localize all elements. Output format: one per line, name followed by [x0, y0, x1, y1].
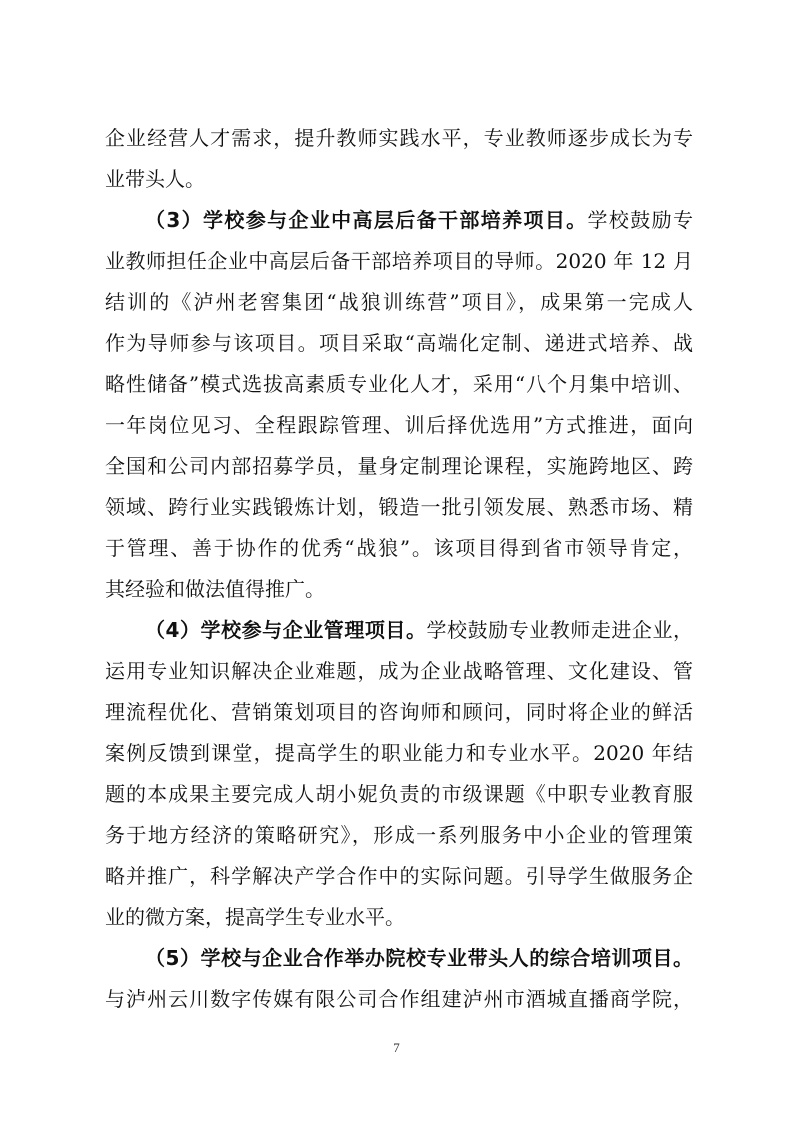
- text-line: 一年岗位见习、全程跟踪管理、训后择优选用”方式推进，面向: [105, 413, 693, 437]
- section-heading-line: （3）学校参与企业中高层后备干部培养项目。学校鼓励专: [145, 208, 693, 232]
- section-heading-line: （4）学校参与企业管理项目。学校鼓励专业教师走进企业，: [145, 618, 693, 642]
- text-line: 与泸州云川数字传媒有限公司合作组建泸州市酒城直播商学院，: [105, 987, 693, 1011]
- text-line: 领域、跨行业实践锻炼计划，锻造一批引领发展、熟悉市场、精: [105, 495, 693, 519]
- section-heading-line: [105, 938, 693, 979]
- text-line: 运用专业知识解决企业难题，成为企业战略管理、文化建设、管: [105, 659, 693, 683]
- text-line: 略性储备”模式选拔高素质专业化人才，采用“八个月集中培训、: [105, 372, 693, 396]
- text-line: 企业经营人才需求，提升教师实践水平，专业教师逐步成长为专: [105, 126, 693, 150]
- text-line: 案例反馈到课堂，提高学生的职业能力和专业水平。2020 年结: [105, 741, 693, 765]
- text-line: 略并推广，科学解决产学合作中的实际问题。引导学生做服务企: [105, 864, 693, 888]
- text-line: 业的微方案，提高学生专业水平。: [105, 905, 405, 929]
- text-line: 业带头人。: [105, 167, 205, 191]
- section-heading: （3）学校参与企业中高层后备干部培养项目。: [145, 208, 588, 232]
- text-line: 理流程优化、营销策划项目的咨询师和顾问，同时将企业的鲜活: [105, 700, 693, 724]
- text-line: 其经验和做法值得推广。: [105, 577, 325, 601]
- text-line: 题的本成果主要完成人胡小妮负责的市级课题《中职专业教育服: [105, 782, 693, 806]
- text-line: 结训的《泸州老窖集团“战狼训练营”项目》，成果第一完成人: [105, 290, 693, 314]
- text-line: 作为导师参与该项目。项目采取“高端化定制、递进式培养、战: [105, 331, 693, 355]
- text-line: 于管理、善于协作的优秀“战狼”。该项目得到省市领导肯定，: [105, 536, 693, 560]
- section-heading: （4）学校参与企业管理项目。: [145, 618, 427, 642]
- text-line: 业教师担任企业中高层后备干部培养项目的导师。2020 年 12 月: [105, 249, 693, 273]
- text-line: 全国和公司内部招募学员，量身定制理论课程，实施跨地区、跨: [105, 454, 693, 478]
- body-text: [105, 118, 693, 1020]
- section-heading: （5）学校与企业合作举办院校专业带头人的综合培训项目。: [145, 946, 693, 970]
- page-number: 7: [393, 1040, 400, 1055]
- text-line: 务于地方经济的策略研究》，形成一系列服务中小企业的管理策: [105, 823, 693, 847]
